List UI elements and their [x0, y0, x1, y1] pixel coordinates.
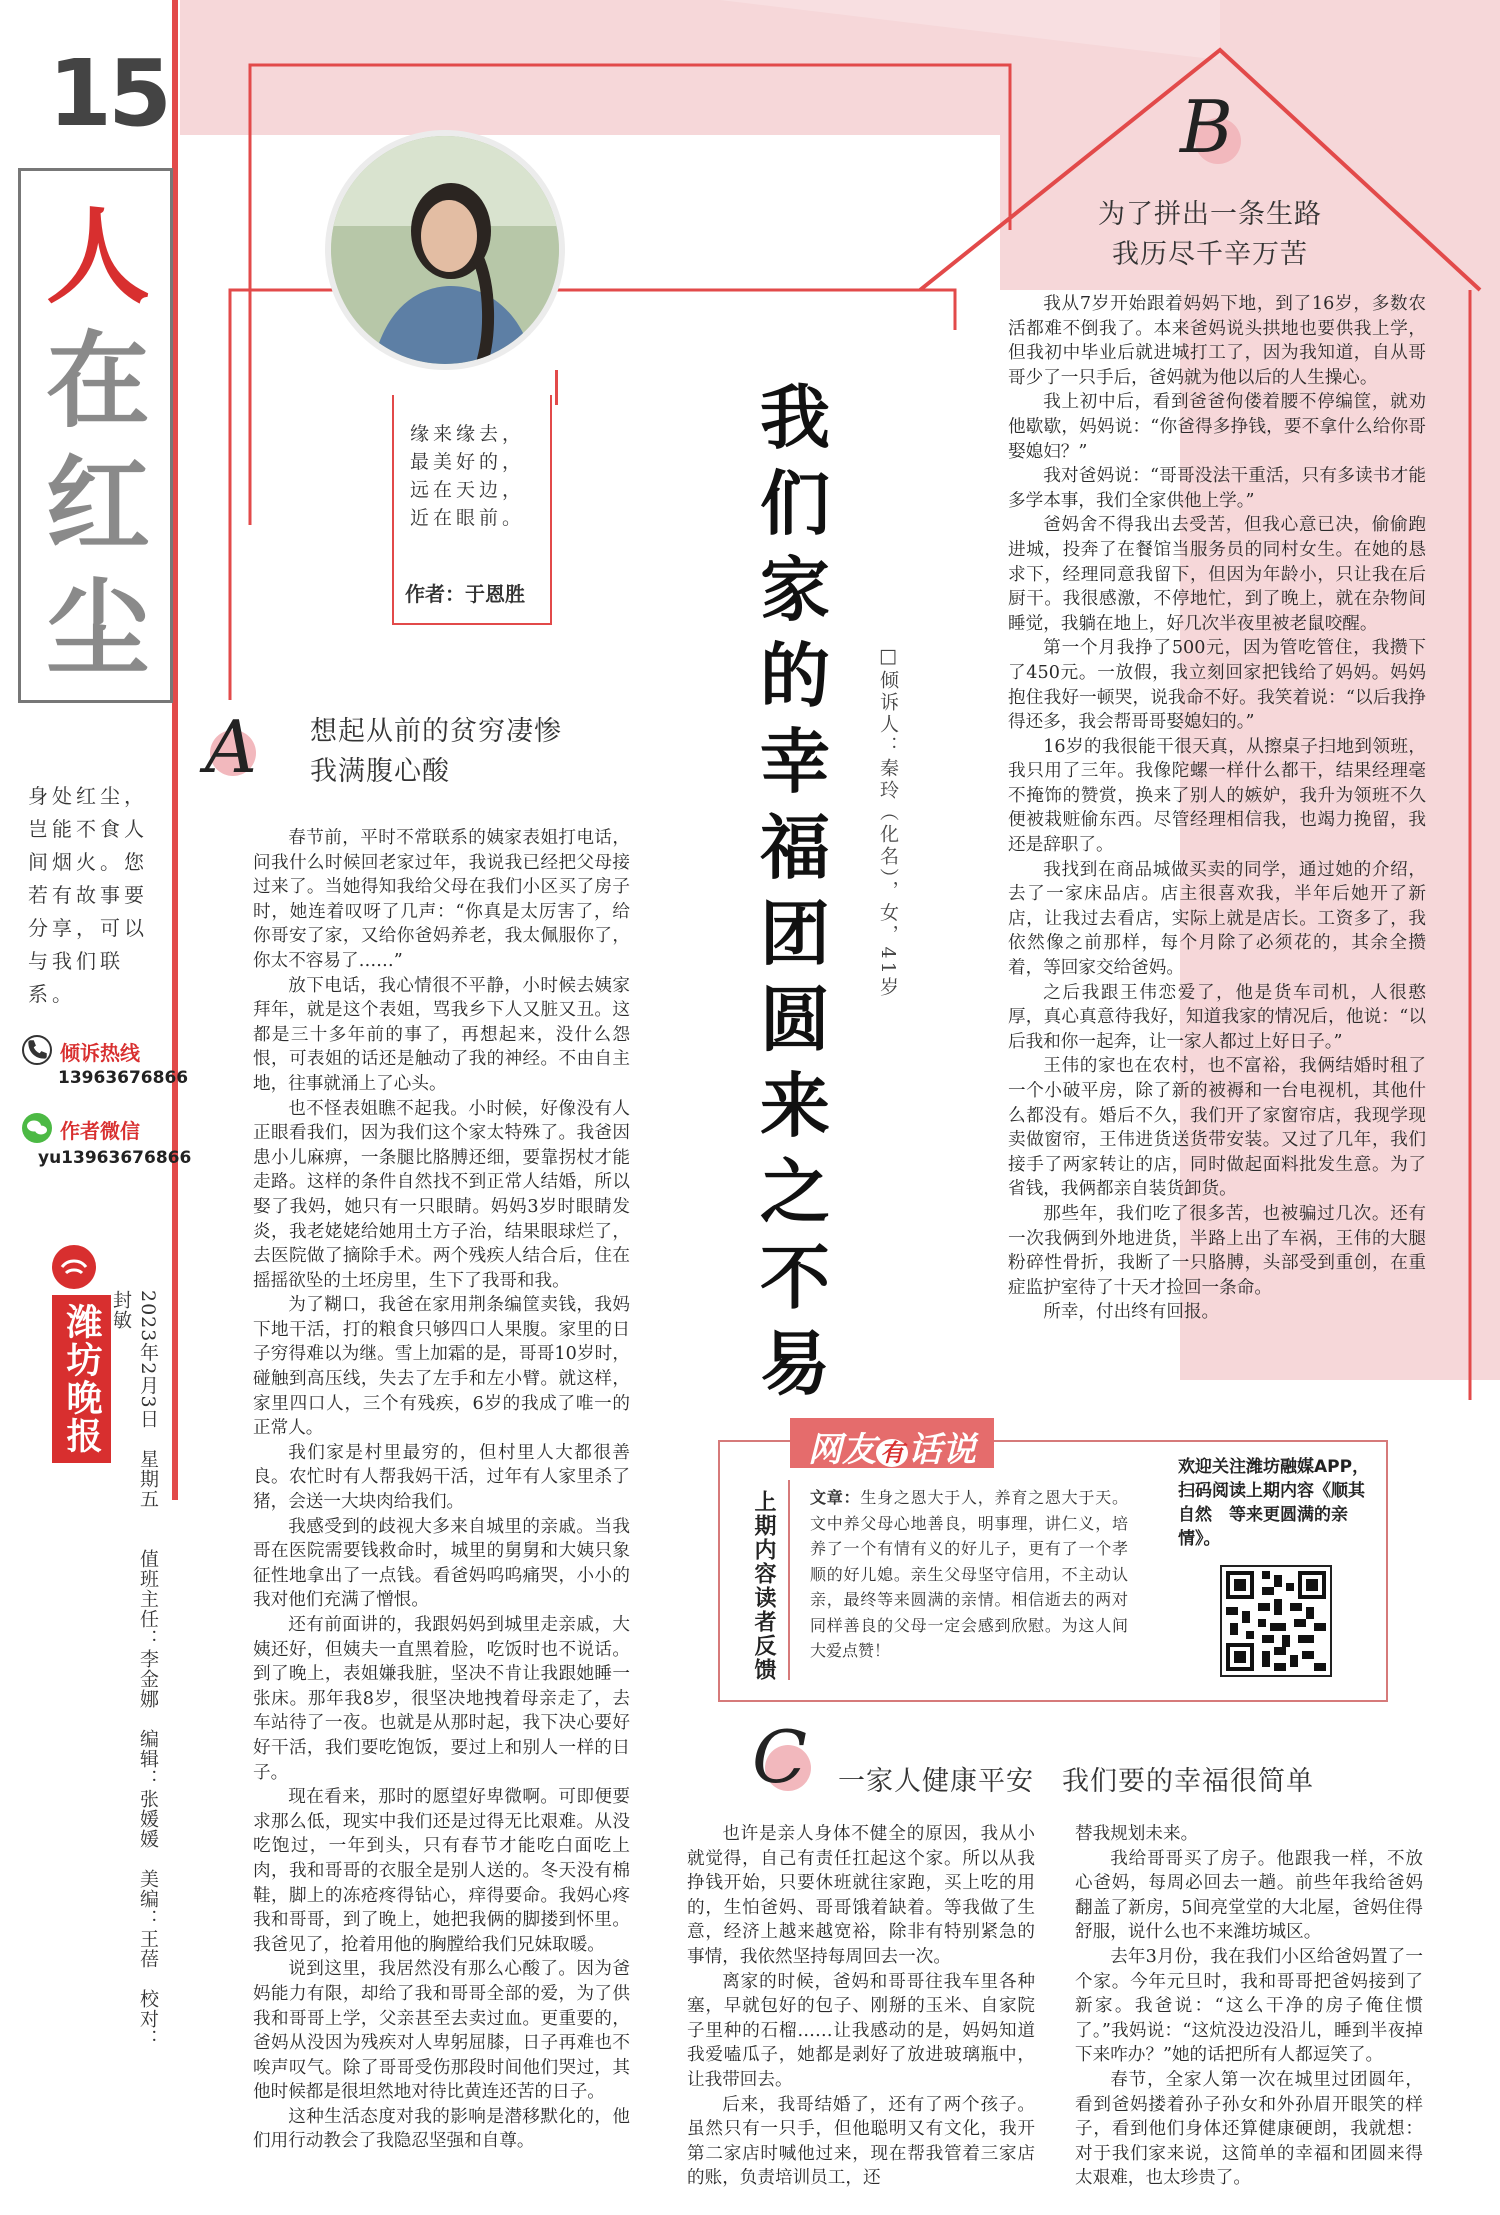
- quote-line: 缘来缘去，: [410, 423, 526, 445]
- subhead-line: 想起从前的贫穷凄惨: [310, 716, 562, 747]
- section-char-4: 尘: [45, 567, 150, 690]
- quote-line: 近在眼前。: [410, 507, 526, 529]
- paragraph: 放下电话，我心情很不平静，小时候去姨家拜年，就是这个表姐，骂我乡下人又脏又丑。这都是三十多年前的事了，再想起来，没什么怨恨，可表姐的话还是触动了我的神经。不由自主地，往事就涌上了心头。: [253, 975, 630, 1094]
- paragraph: 还有前面讲的，我跟妈妈到城里走亲戚，大姨还好，但姨夫一直黑着脸，吃饭时也不说话。到了晚上，表姐嫌我脏，坚决不肯让我跟她睡一张床。那年我8岁，很坚决地拽着母亲走了，去车站待了一夜。也就是从那时起，我下决心要好好干活，我们要吃饱饭，要过上和别人一样的日子。: [253, 1615, 630, 1783]
- paragraph: 我们家是村里最穷的，但村里人大都很善良。农忙时有人帮我妈干活，过年有人家里杀了猪，会送一大块肉给我们。: [253, 1442, 630, 1513]
- section-intro: 身处红尘，岂能不食人间烟火。您若有故事要分享，可以与我们联系。: [28, 784, 148, 1006]
- wechat-value: yu13963676866: [38, 1148, 192, 1168]
- quote-line: 最美好的，: [410, 451, 526, 473]
- section-c-subhead: 一家人健康平安 我们要的幸福很简单: [838, 1766, 1314, 1797]
- paragraph: 后来，我哥结婚了，还有了两个孩子。虽然只有一只手，但他聪明又有文化，我开第二家店时喊他过来，现在帮我管着三家店的账，负责培训员工，还: [687, 2094, 1035, 2189]
- feedback-title-at: 有: [876, 1439, 908, 1467]
- feedback-title: [790, 1418, 994, 1468]
- paragraph: 我给哥哥买了房子。他跟我一样，不放心爸妈，每周必回去一趟。前些年我给爸妈翻盖了新房，5间亮堂堂的大北屋，爸妈住得舒服，说什么也不来潍坊城区。: [1075, 1848, 1423, 1943]
- page-number: 15: [48, 40, 169, 147]
- feedback-label: 文章：: [810, 1488, 861, 1507]
- phone-icon: [22, 1035, 52, 1065]
- paragraph: 王伟的家也在农村，也不富裕，我俩结婚时租了一个小破平房，除了新的被褥和一台电视机，其他什么都没有。婚后不久，我们开了家窗帘店，我现学现卖做窗帘，王伟进货送货带安装。又过了几年，我们接手了两家转让的店，同时做起面料批发生意。为了省钱，我俩都亲自装货卸货。: [1008, 1056, 1426, 1200]
- section-char-2: 在: [45, 319, 150, 442]
- section-c-body-left: [687, 1822, 1035, 2191]
- newspaper-name: 潍坊晚报: [52, 1295, 111, 1463]
- newspaper-logo-icon: [52, 1245, 96, 1289]
- hotline-label: 倾诉热线: [60, 1041, 140, 1065]
- photo-connector: [555, 370, 558, 405]
- paragraph: 也许是亲人身体不健全的原因，我从小就觉得，自己有责任扛起这个家。所以从我挣钱开始，只要休班就往家跑，买上吃的用的，生怕爸妈、哥哥饿着缺着。等我做了生意，经济上越来越宽裕，除非有特别紧急的事情，我依然坚持每周回去一次。: [687, 1824, 1035, 1967]
- wechat-icon: [22, 1113, 52, 1143]
- feedback-divider: [788, 1480, 790, 1680]
- section-a-letter: A: [205, 705, 257, 789]
- paragraph: 春节，全家人第一次在城里过团圆年，看到爸妈搂着孙子孙女和外孙眉开眼笑的样子，看到他们身体还算健康硬朗，我就想：对于我们家来说，这简单的幸福和团圆来得太艰难，也太珍贵了。: [1075, 2069, 1423, 2189]
- section-char-3: 红: [45, 443, 150, 566]
- paragraph: 我从7岁开始跟着妈妈下地，到了16岁，多数农活都难不倒我了。本来爸妈说头拱地也要供我上学，但我初中毕业后就进城打工了，因为我知道，自从哥哥少了一只手后，爸妈就为他以后的人生操心。: [1008, 294, 1426, 388]
- paragraph: 所幸，付出终有回报。: [1043, 1302, 1220, 1323]
- paragraph: 第一个月我挣了500元，因为管吃管住，我攒下了450元。一放假，我立刻回家把钱给了妈妈。妈妈抱住我好一顿哭，说我命不好。我笑着说：“以后我挣得还多，我会帮哥哥娶媳妇的。”: [1008, 638, 1426, 733]
- paragraph: 说到这里，我居然没有那么心酸了。因为爸妈能力有限，却给了我和哥哥全部的爱，为了供我和哥哥上学，父亲甚至去卖过血。更重要的，爸妈从没因为残疾对人卑躬屈膝，日子再难也不唉声叹气。除了哥哥受伤那段时间他们哭过，其他时候都是很坦然地对待比黄连还苦的日子。: [253, 1959, 630, 2103]
- paragraph: 我感受到的歧视大多来自城里的亲戚。当我哥在医院需要钱救命时，城里的舅舅和大姨只象征性地拿出了一点钱。看爸妈呜呜痛哭，小小的我对他们充满了憎恨。: [253, 1516, 630, 1611]
- feedback-promo: 欢迎关注潍坊融媒APP，扫码阅读上期内容《顺其自然 等来更圆满的亲情》。: [1178, 1457, 1370, 1549]
- date-editor-line: 2023年2月3日 星期五 值班主任：李金娜 编辑：张媛媛 美编：王蓓 校对：封敏: [110, 1290, 159, 2049]
- paragraph: 爸妈舍不得我出去受苦，但我心意已决，偷偷跑进城，投奔了在餐馆当服务员的同村女生。在她的恳求下，经理同意我留下，但因为年龄小，只让我在后厨干。我很感激，不停地忙，到了晚上，就在杂物间睡觉，我躺在地上，好几次半夜里被老鼠咬醒。: [1008, 515, 1426, 634]
- paragraph: 那些年，我们吃了很多苦，也被骗过几次。还有一次我俩到外地进货，半路上出了车祸，王伟的大腿粉碎性骨折，我断了一只胳膊，头部受到重创，在重症监护室待了十天才捡回一条命。: [1008, 1203, 1426, 1298]
- section-a-subhead: [310, 712, 562, 792]
- paragraph: 16岁的我很能干很天真，从擦桌子扫地到领班，我只用了三年。我像陀螺一样什么都干，结果经理毫不掩饰的赞赏，换来了别人的嫉妒，我升为领班不久便被栽赃偷东西。尽管经理相信我，也竭力挽留，我还是辞职了。: [1008, 736, 1426, 856]
- feedback-text: [810, 1485, 1128, 1664]
- main-headline: 我们家的幸福团圆来之不易: [760, 377, 830, 1405]
- section-c-letter: C: [752, 1715, 808, 1799]
- paragraph: 也不怪表姐瞧不起我。小时候，好像没有人正眼看我们，因为我们这个家太特殊了。我爸因患小儿麻痹，一条腿比胳膊还细，要靠拐杖才能走路。这样的条件自然找不到正常人结婚，所以娶了我妈，她只有一只眼睛。妈妈3岁时眼睛发炎，我老姥姥给她用土方子治，结果眼球烂了，去医院做了摘除手术。两个残疾人结合后，住在摇摇欲坠的土坯房里，生下了我哥和我。: [253, 1098, 630, 1291]
- subhead-line: 我满腹心酸: [310, 756, 450, 787]
- paragraph: 现在看来，那时的愿望好卑微啊。可即便要求那么低，现实中我们还是过得无比艰难。从没吃饱过，一年到头，只有春节才能吃白面吃上肉，我和哥哥的衣服全是别人送的。冬天没有棉鞋，脚上的冻疮疼得钻心，痒得要命。我妈心疼我和哥哥，到了晚上，她把我俩的脚搂到怀里。我爸见了，抢着用他的胸膛给我们兄妹取暖。: [253, 1787, 630, 1955]
- paragraph: 之后我跟王伟恋爱了，他是货车司机，人很憨厚，真心真意待我好，知道我家的情况后，他说：“以后我和你一起奔，让一家人都过上好日子。”: [1008, 982, 1426, 1052]
- section-b-body: [1008, 292, 1426, 1325]
- qr-code[interactable]: [1220, 1565, 1332, 1677]
- subhead-line: 为了拼出一条生路: [1098, 199, 1322, 230]
- narrator-line: □倾诉人：秦玲（化名），女，41岁: [877, 645, 899, 999]
- author-photo: [325, 130, 565, 370]
- hotline-value: 13963676866: [58, 1068, 189, 1088]
- section-c-body-right: [1075, 1822, 1423, 2191]
- feedback-title-prefix: 网友: [808, 1430, 876, 1470]
- paragraph: 替我规划未来。: [1075, 1824, 1199, 1844]
- section-title: [38, 195, 158, 691]
- feedback-body: 生身之恩大于人，养育之恩大于天。文中养父母心地善良，明事理，讲仁义，培养了一个有情有义的好儿子，更有了一个孝顺的好儿媳。亲生父母坚守信用，不主动认亲，最终等来圆满的亲情。相信逝去的两对同样善良的父母一定会感到欣慰。为这人间大爱点赞！: [810, 1488, 1128, 1660]
- section-b-letter: B: [1180, 85, 1233, 169]
- section-char-1: 人: [45, 195, 150, 318]
- paragraph: 为了糊口，我爸在家用荆条编筐卖钱，我妈下地干活，打的粮食只够四口人果腹。家里的日子穷得难以为继。雪上加霜的是，哥哥10岁时，碰触到高压线，失去了左手和左小臂。就这样，家里四口人，三个有残疾，6岁的我成了唯一的正常人。: [253, 1295, 630, 1439]
- paragraph: 春节前，平时不常联系的姨家表姐打电话，问我什么时候回老家过年，我说我已经把父母接过来了。当她得知我给父母在我们小区买了房子时，她连着叹呀了几声：“你真是太厉害了，给你哥安了家，又给你爸妈养老，我太佩服你了，你太不容易了……”: [253, 828, 630, 971]
- paragraph: 去年3月份，我在我们小区给爸妈置了一个家。今年元旦时，我和哥哥把爸妈接到了新家。我爸说：“这么干净的房子俺住惯了。”我妈说：“这炕没边没沿儿，睡到半夜掉下来咋办？”她的话把所有人都逗笑了。: [1075, 1946, 1423, 2066]
- paragraph: 我找到在商品城做买卖的同学，通过她的介绍，去了一家床品店。店主很喜欢我，半年后她开了新店，让我过去看店，实际上就是店长。工资多了，我依然像之前那样，每个月除了必须花的，其余全攒着，等回家交给爸妈。: [1008, 859, 1426, 979]
- paragraph: 我对爸妈说：“哥哥没法干重活，只有多读书才能多学本事，我们全家供他上学。”: [1008, 466, 1426, 511]
- feedback-vertical-label: 上期内容读者反馈: [751, 1490, 776, 1682]
- quote-line: 远在天边，: [410, 479, 526, 501]
- section-b-subhead: [1098, 195, 1322, 275]
- paragraph: 我上初中后，看到爸爸佝偻着腰不停编筐，就劝他歇歇，妈妈说：“你爸得多挣钱，要不拿什么给你哥娶媳妇？”: [1008, 392, 1426, 462]
- section-a-body: [253, 826, 630, 2154]
- subhead-line: 我历尽千辛万苦: [1112, 239, 1308, 270]
- paragraph: 离家的时候，爸妈和哥哥往我车里各种塞，早就包好的包子、刚掰的玉米、自家院子里种的石榴……让我感动的是，妈妈知道我爱嗑瓜子，她都是剥好了放进玻璃瓶中，让我带回去。: [687, 1971, 1035, 2090]
- feedback-title-suffix: 话说: [908, 1430, 976, 1470]
- author-byline: 作者：于恩胜: [405, 582, 525, 606]
- quote-text: [410, 420, 525, 532]
- wechat-label: 作者微信: [60, 1119, 140, 1143]
- paragraph: 这种生活态度对我的影响是潜移默化的，他们用行动教会了我隐忍坚强和自尊。: [253, 2106, 630, 2152]
